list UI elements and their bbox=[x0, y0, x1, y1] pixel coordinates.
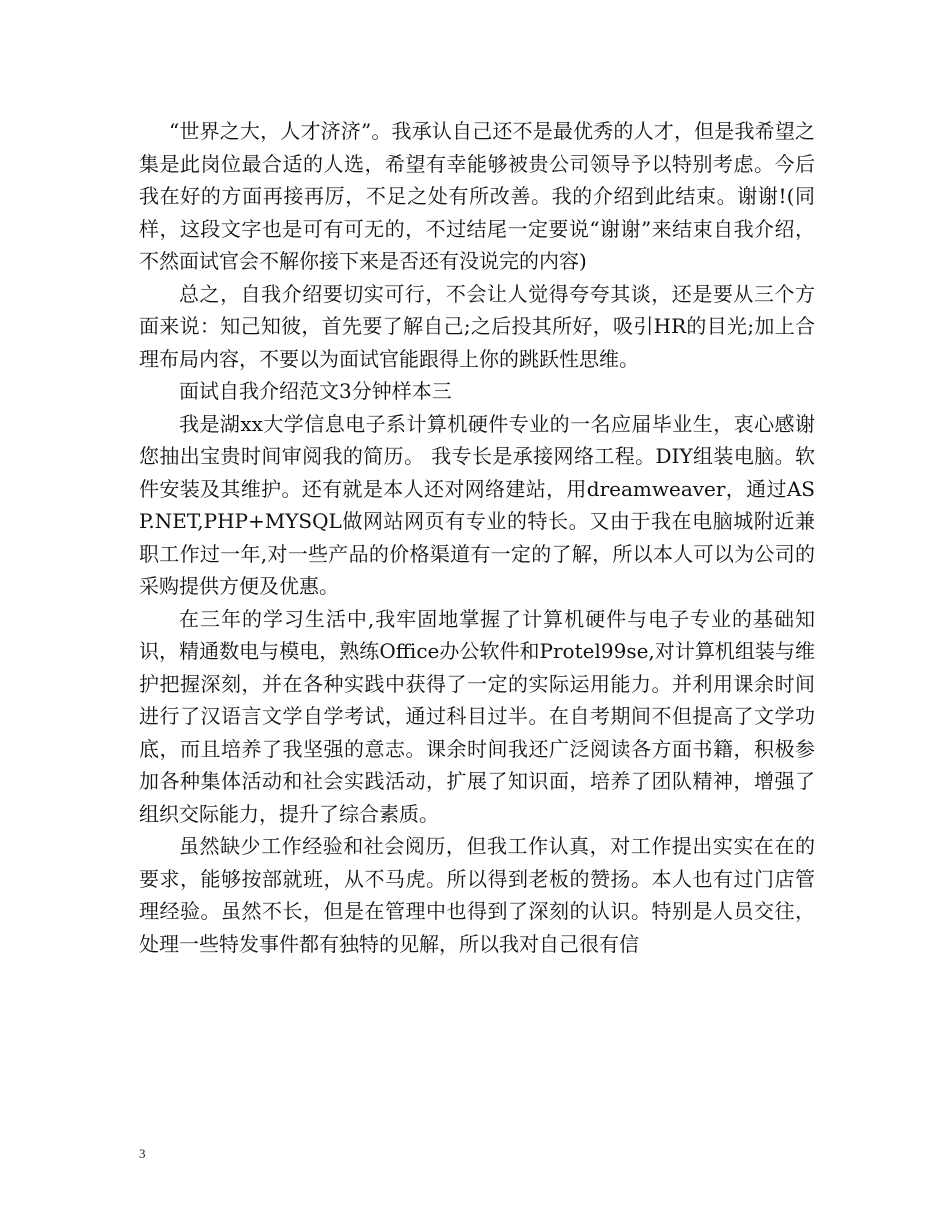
paragraph-work-experience: 虽然缺少工作经验和社会阅历，但我工作认真，对工作提出实实在在的要求，能够按部就班，从不马虎。所以得到老板的赞扬。本人也有过门店管理经验。虽然不长，但是在管理中也得到了深刻的认识。特别是人员交往，处理一些特发事件都有独特的见解，所以我对自己很有信 bbox=[139, 834, 815, 956]
paragraph-introduction: 我是湖xx大学信息电子系计算机硬件专业的一名应届毕业生，衷心感谢您抽出宝贵时间审阅我的简历。 我专长是承接网络工程。DIY组装电脑。软件安装及其维护。还有就是本人还对网络建站，用dreamweaver，通过ASP.NET,PHP+MYSQL做网站网页有专业的特长。又由于我在电脑城附近兼职工作过一年,对一些产品的价格渠道有一定的了解，所以本人可以为公司的采购提供方便及优惠。 bbox=[139, 411, 815, 598]
section-heading: 面试自我介绍范文3分钟样本三 bbox=[179, 379, 452, 403]
paragraph-closing-remarks: “世界之大，人才济济”。我承认自己还不是最优秀的人才，但是我希望之集是此岗位最合适的人选，希望有幸能够被贵公司领导予以特别考虑。今后我在好的方面再接再厉，不足之处有所改善。我的介绍到此结束。谢谢!(同样，这段文字也是可有可无的，不过结尾一定要说“谢谢”来结束自我介绍，不然面试官会不解你接下来是否还有没说完的内容) bbox=[139, 119, 815, 273]
paragraph-summary: 总之，自我介绍要切实可行，不会让人觉得夸夸其谈，还是要从三个方面来说：知己知彼，首先要了解自己;之后投其所好，吸引HR的目光;加上合理布局内容，不要以为面试官能跟得上你的跳跃性思维。 bbox=[139, 281, 815, 371]
paragraph-study-life: 在三年的学习生活中,我牢固地掌握了计算机硬件与电子专业的基础知识，精通数电与模电，熟练Office办公软件和Protel99se,对计算机组装与维护把握深刻，并在各种实践中获得了一定的实际运用能力。并利用课余时间进行了汉语言文学自学考试，通过科目过半。在自考期间不但提高了文学功底，而且培养了我坚强的意志。课余时间我还广泛阅读各方面书籍，积极参加各种集体活动和社会实践活动，扩展了知识面，培养了团队精神，增强了组织交际能力，提升了综合素质。 bbox=[139, 606, 815, 826]
document-body bbox=[139, 115, 815, 960]
page-number: 3 bbox=[139, 1146, 146, 1161]
